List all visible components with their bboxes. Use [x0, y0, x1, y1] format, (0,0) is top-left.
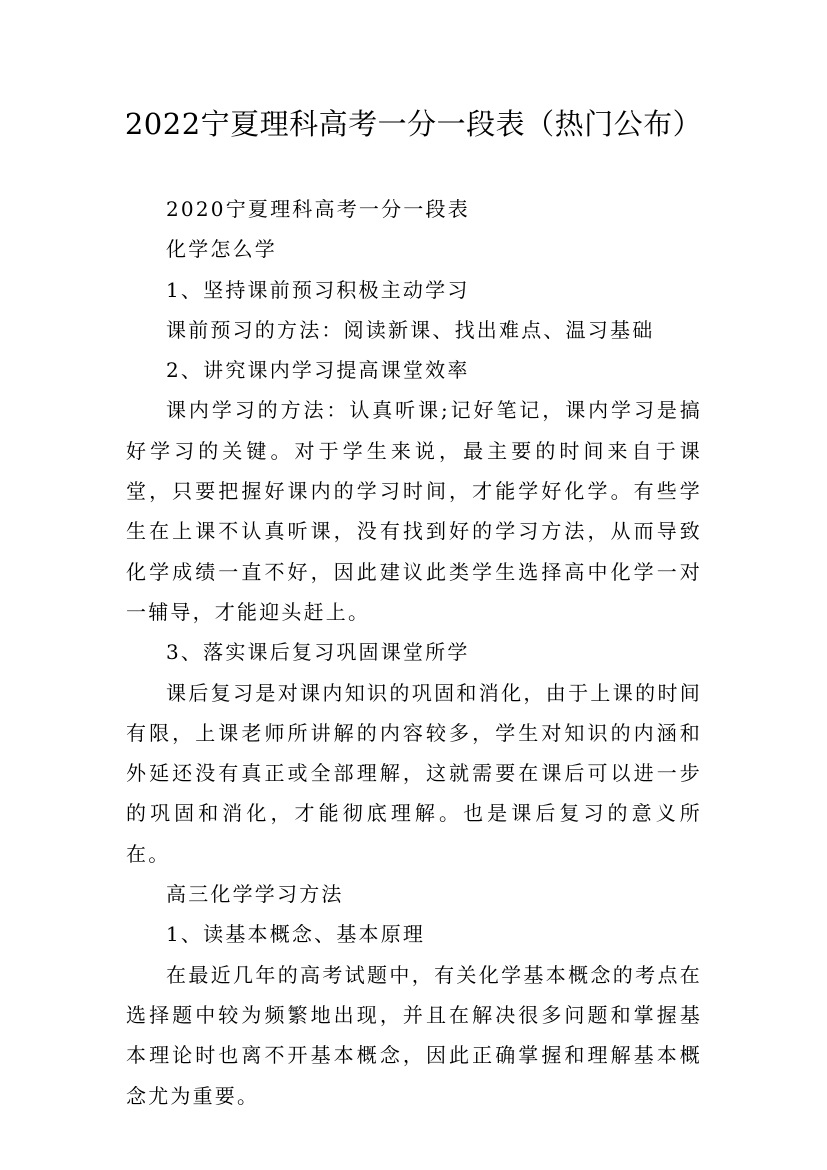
paragraph: 2、讲究课内学习提高课堂效率 [166, 358, 470, 383]
paragraph: 课内学习的方法：认真听课;记好笔记，课内学习是搞好学习的关键。对于学生来说，最主要的时间来自于课堂，只要把握好课内的学习时间，才能学好化学。有些学生在上课不认真听课，没有找到好的学习方法，从而导致化学成绩一直不好，因此建议此类学生选择高中化学一对一辅导，才能迎头赶上。 [126, 398, 702, 624]
document-body [126, 189, 702, 1116]
paragraph: 1、读基本概念、基本原理 [166, 922, 426, 947]
paragraph: 课后复习是对课内知识的巩固和消化，由于上课的时间有限，上课老师所讲解的内容较多，学生对知识的内涵和外延还没有真正或全部理解，这就需要在课后可以进一步的巩固和消化，才能彻底理解。也是课后复习的意义所在。 [126, 680, 702, 866]
paragraph: 在最近几年的高考试题中，有关化学基本概念的考点在选择题中较为频繁地出现，并且在解决很多问题和掌握基本理论时也离不开基本概念，因此正确掌握和理解基本概念尤为重要。 [126, 962, 702, 1108]
paragraph: 高三化学学习方法 [166, 882, 344, 907]
paragraph: 课前预习的方法：阅读新课、找出难点、温习基础 [166, 317, 655, 342]
document-title: 2022宁夏理科高考一分一段表（热门公布） [124, 107, 703, 141]
paragraph: 3、落实课后复习巩固课堂所学 [166, 640, 470, 665]
paragraph: 化学怎么学 [166, 237, 277, 262]
paragraph: 1、坚持课前预习积极主动学习 [166, 277, 470, 302]
paragraph: 2020宁夏理科高考一分一段表 [166, 197, 470, 221]
